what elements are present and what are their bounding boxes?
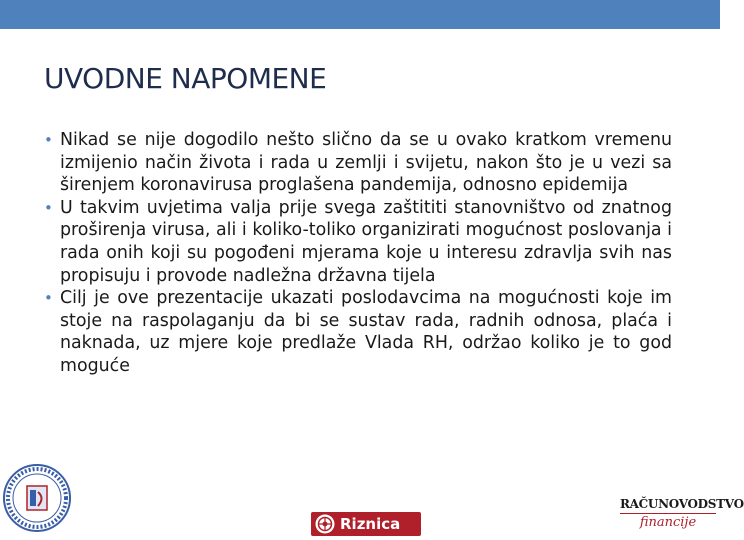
bullet-item: • Cilj je ove prezentacije ukazati poslodavcima na mogućnosti koje im stoje na raspolaganju da bi se sustav rada, radnih odnosa, plaća i naknada, uz mjere koje predlaže Vlada RH, održao koliko je to god moguće	[60, 287, 672, 377]
bullet-item: • Nikad se nije dogodilo nešto slično da se u ovako kratkom vremenu izmijenio način života i rada u zemlji i svijetu, nakon što je u vezi sa širenjem koronavirusa proglašena pandemija, odnosno epidemija	[60, 129, 672, 197]
top-accent-bar	[0, 0, 720, 29]
riznica-logo-text: Riznica	[340, 515, 401, 533]
riznica-logo	[311, 512, 421, 536]
riznica-emblem-icon	[314, 513, 336, 535]
bullet-item: • U takvim uvjetima valja prije svega zaštititi stanovništvo od znatnog proširenja virusa, ali i koliko-toliko organizirati mogućnost poslovanja i rada onih koji su pogođeni mjerama koje u interesu zdravlja svih nas propisuju i provode nadležna državna tijela	[60, 197, 672, 287]
association-seal-logo	[2, 462, 72, 534]
seal-icon	[2, 462, 72, 534]
slide-title: UVODNE NAPOMENE	[44, 62, 327, 95]
racunovodstvo-logo-bottom: financije	[639, 515, 697, 530]
racunovodstvo-logo-top: RAČUNOVODSTVO	[620, 496, 716, 514]
bullet-list	[60, 129, 672, 378]
racunovodstvo-logo	[620, 496, 744, 538]
